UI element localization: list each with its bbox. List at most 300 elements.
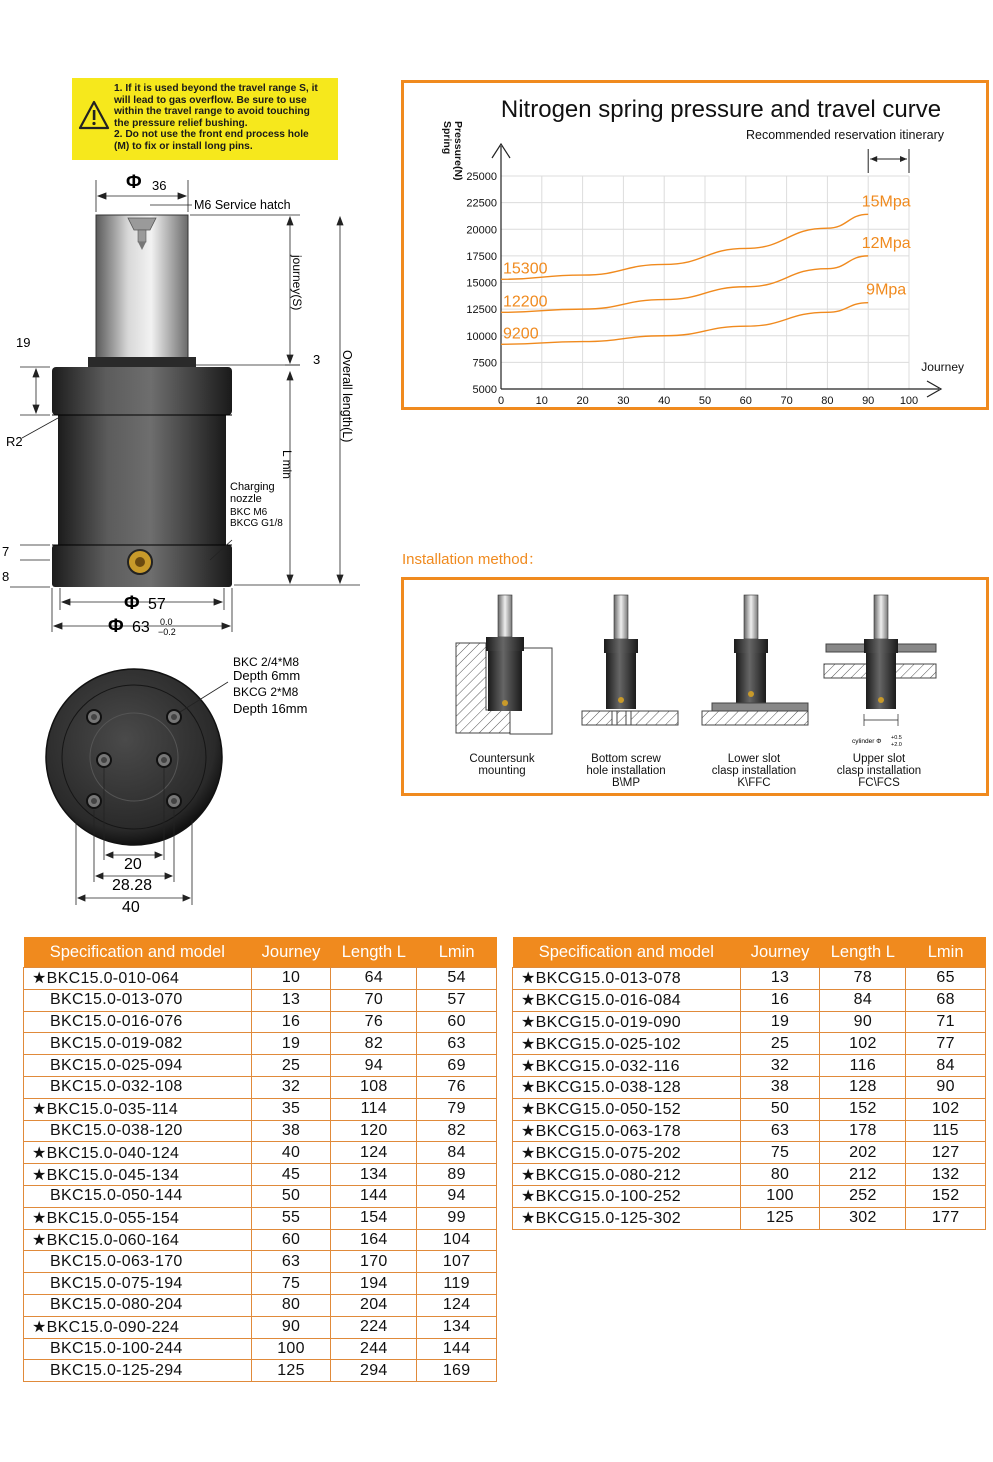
journey-cell: 125 xyxy=(740,1207,820,1229)
model-name: BKC15.0-050-144 xyxy=(50,1187,183,1205)
model-cell xyxy=(513,1098,741,1120)
length-cell: 224 xyxy=(331,1316,417,1338)
recommended-star-icon: ★ xyxy=(521,1101,536,1119)
model-name: BKCG15.0-080-212 xyxy=(535,1166,681,1184)
lmin-cell: 99 xyxy=(417,1207,497,1229)
table-row xyxy=(513,1142,986,1164)
model-name: BKC15.0-055-154 xyxy=(46,1210,180,1228)
series-start-label: 12200 xyxy=(503,293,548,311)
header-journey: Journey xyxy=(740,937,820,968)
journey-cell: 35 xyxy=(251,1098,331,1120)
journey-cell: 32 xyxy=(251,1076,331,1098)
journey-cell: 63 xyxy=(740,1120,820,1142)
lmin-cell: 94 xyxy=(417,1185,497,1207)
length-cell: 90 xyxy=(820,1011,906,1033)
chart-svg xyxy=(404,83,986,407)
journey-cell: 90 xyxy=(251,1316,331,1338)
lmin-cell: 84 xyxy=(417,1142,497,1164)
model-name: BKCG15.0-075-202 xyxy=(535,1144,681,1162)
header-model: Specification and model xyxy=(513,937,741,968)
length-cell: 194 xyxy=(331,1273,417,1295)
warning-line: (M) to fix or install long pins. xyxy=(114,140,253,152)
journey-cell: 38 xyxy=(740,1076,820,1098)
recommended-star-icon: ★ xyxy=(521,1144,536,1162)
model-name: BKC15.0-038-120 xyxy=(50,1121,183,1139)
model-name: BKC15.0-090-224 xyxy=(46,1319,180,1337)
table-row xyxy=(24,1251,497,1273)
table-row xyxy=(24,1098,497,1120)
model-name: BKC15.0-060-164 xyxy=(46,1231,180,1249)
journey-cell: 16 xyxy=(740,989,820,1011)
model-cell xyxy=(24,1120,252,1142)
model-cell xyxy=(24,1251,252,1273)
bottom-view-face xyxy=(46,669,222,845)
y-axis-label: Spring xyxy=(441,121,453,155)
model-cell xyxy=(24,1207,252,1229)
bkcg-spec-table xyxy=(512,937,986,1230)
journey-cell: 75 xyxy=(251,1273,331,1295)
lmin-cell: 84 xyxy=(906,1055,986,1077)
dim-19-label: 19 xyxy=(16,335,31,350)
table-row xyxy=(24,1229,497,1251)
model-cell xyxy=(513,968,741,990)
model-cell xyxy=(513,1164,741,1186)
journey-cell: 50 xyxy=(251,1185,331,1207)
journey-cell: 100 xyxy=(251,1338,331,1360)
model-name: BKCG15.0-038-128 xyxy=(535,1079,681,1097)
model-name: BKC15.0-032-108 xyxy=(50,1078,183,1096)
bottom-screw-illustration xyxy=(582,595,678,725)
recommended-star-icon: ★ xyxy=(521,1210,536,1228)
length-cell: 82 xyxy=(331,1033,417,1055)
lmin-cell: 144 xyxy=(417,1338,497,1360)
journey-cell: 32 xyxy=(740,1055,820,1077)
length-cell: 178 xyxy=(820,1120,906,1142)
lmin-cell: 82 xyxy=(417,1120,497,1142)
model-name: BKCG15.0-025-102 xyxy=(535,1035,681,1053)
model-cell xyxy=(24,1229,252,1251)
install-method-label: Countersunk mounting xyxy=(469,753,535,777)
length-cell: 114 xyxy=(331,1098,417,1120)
journey-cell: 16 xyxy=(251,1011,331,1033)
dim-8-label: 8 xyxy=(2,569,10,584)
length-cell: 144 xyxy=(331,1185,417,1207)
journey-cell: 19 xyxy=(251,1033,331,1055)
header-lmin: Lmin xyxy=(417,937,497,968)
flange-tolerance-upper: 0.0 xyxy=(160,617,173,627)
table-row xyxy=(24,1273,497,1295)
lmin-cell: 119 xyxy=(417,1273,497,1295)
table-row xyxy=(513,1098,986,1120)
y-tick-label: 15000 xyxy=(466,277,497,290)
recommended-star-icon: ★ xyxy=(521,1057,536,1075)
y-tick-label: 25000 xyxy=(466,171,497,183)
length-cell: 154 xyxy=(331,1207,417,1229)
model-cell xyxy=(513,1185,741,1207)
table-row xyxy=(513,989,986,1011)
reservation-arrow xyxy=(870,156,877,162)
phi-symbol: Φ xyxy=(124,593,140,614)
model-cell xyxy=(24,1033,252,1055)
phi-symbol: Φ xyxy=(126,172,142,193)
table-row xyxy=(513,1120,986,1142)
lmin-cell: 68 xyxy=(906,989,986,1011)
lmin-cell: 79 xyxy=(417,1098,497,1120)
y-tick-label: 17500 xyxy=(466,250,497,263)
length-cell: 294 xyxy=(331,1360,417,1382)
series-start-label: 15300 xyxy=(503,260,548,278)
model-name: BKC15.0-100-244 xyxy=(50,1339,183,1357)
upper-slot-illustration xyxy=(824,595,936,748)
warning-line: the pressure relief bushing. xyxy=(114,117,248,129)
model-name: BKC15.0-045-134 xyxy=(46,1166,180,1184)
table-row xyxy=(24,1076,497,1098)
length-cell: 94 xyxy=(331,1055,417,1077)
recommended-star-icon: ★ xyxy=(521,1188,536,1206)
recommended-star-icon: ★ xyxy=(521,1079,536,1097)
table-row xyxy=(24,1033,497,1055)
lmin-cell: 107 xyxy=(417,1251,497,1273)
table-row xyxy=(24,1120,497,1142)
y-tick-label: 10000 xyxy=(466,330,497,343)
length-cell: 204 xyxy=(331,1294,417,1316)
recommended-star-icon: ★ xyxy=(32,1166,47,1184)
recommended-star-icon: ★ xyxy=(32,970,47,988)
model-name: BKC15.0-075-194 xyxy=(50,1274,183,1292)
cylinder-tolerance-lower: +2.0 xyxy=(891,742,902,748)
recommended-star-icon: ★ xyxy=(521,1166,536,1184)
y-tick-label: 20000 xyxy=(466,224,497,237)
series-name-label: 9Mpa xyxy=(866,281,907,299)
lmin-cell: 152 xyxy=(906,1185,986,1207)
bkc-spec-table xyxy=(23,937,497,1382)
length-cell: 76 xyxy=(331,1011,417,1033)
recommended-star-icon: ★ xyxy=(521,992,536,1010)
lmin-cell: 132 xyxy=(906,1164,986,1186)
depth-16-label: Depth 16mm xyxy=(233,701,308,716)
length-cell: 78 xyxy=(820,968,906,990)
journey-cell: 40 xyxy=(251,1142,331,1164)
recommended-star-icon: ★ xyxy=(32,1210,47,1228)
lmin-cell: 115 xyxy=(906,1120,986,1142)
phi-symbol: Φ xyxy=(108,616,124,637)
install-method-label: Bottom screw hole installation B\MP xyxy=(586,753,666,789)
model-name: BKCG15.0-016-084 xyxy=(535,992,681,1010)
lmin-cell: 71 xyxy=(906,1011,986,1033)
lmin-cell: 76 xyxy=(417,1076,497,1098)
length-cell: 152 xyxy=(820,1098,906,1120)
installation-methods xyxy=(401,577,989,796)
x-tick-label: 90 xyxy=(862,395,875,407)
length-cell: 124 xyxy=(331,1142,417,1164)
model-cell xyxy=(24,1294,252,1316)
model-name: BKC15.0-125-294 xyxy=(50,1361,183,1379)
lmin-cell: 124 xyxy=(417,1294,497,1316)
lmin-cell: 57 xyxy=(417,989,497,1011)
depth-6-label: Depth 6mm xyxy=(233,668,301,683)
length-cell: 84 xyxy=(820,989,906,1011)
model-cell xyxy=(24,1055,252,1077)
dim-7-label: 7 xyxy=(2,544,10,559)
model-name: BKCG15.0-019-090 xyxy=(535,1013,681,1031)
model-cell xyxy=(24,1273,252,1295)
y-tick-label: 5000 xyxy=(472,384,497,396)
journey-cell: 55 xyxy=(251,1207,331,1229)
bkcg-g18-label: BKCG G1/8 xyxy=(230,518,283,529)
recommended-star-icon: ★ xyxy=(32,1144,47,1162)
installation-title: Installation method： xyxy=(402,551,543,568)
model-name: BKCG15.0-100-252 xyxy=(535,1188,681,1206)
x-tick-label: 100 xyxy=(899,395,919,407)
length-cell: 170 xyxy=(331,1251,417,1273)
model-name: BKC15.0-040-124 xyxy=(46,1144,180,1162)
recommended-star-icon: ★ xyxy=(32,1101,47,1119)
lmin-cell: 127 xyxy=(906,1142,986,1164)
nozzle-label: nozzle xyxy=(230,493,262,505)
table-row xyxy=(24,1164,497,1186)
model-cell xyxy=(24,989,252,1011)
table-row xyxy=(24,1294,497,1316)
install-method-label: Lower slot clasp installation K\FFC xyxy=(711,753,797,789)
y-tick-label: 7500 xyxy=(472,357,497,370)
model-cell xyxy=(24,1360,252,1382)
lmin-cell: 77 xyxy=(906,1033,986,1055)
warning-line: 1. If it is used beyond the travel range S, it xyxy=(114,83,318,94)
lmin-cell: 102 xyxy=(906,1098,986,1120)
y-axis-label: Pressure(N) xyxy=(452,121,464,181)
dim-3-label: 3 xyxy=(313,352,321,367)
model-name: BKCG15.0-013-078 xyxy=(535,970,681,988)
table-row xyxy=(24,968,497,990)
lmin-cell: 60 xyxy=(417,1011,497,1033)
series-name-label: 15Mpa xyxy=(861,193,911,211)
table-row xyxy=(513,1076,986,1098)
x-tick-label: 30 xyxy=(617,395,630,407)
journey-cell: 13 xyxy=(251,989,331,1011)
length-cell: 134 xyxy=(331,1164,417,1186)
model-name: BKC15.0-016-076 xyxy=(50,1012,183,1030)
journey-cell: 45 xyxy=(251,1164,331,1186)
table-row xyxy=(24,1316,497,1338)
model-name: BKCG15.0-050-152 xyxy=(535,1101,681,1119)
length-cell: 128 xyxy=(820,1076,906,1098)
length-cell: 70 xyxy=(331,989,417,1011)
table-row xyxy=(513,1207,986,1229)
journey-cell: 25 xyxy=(251,1055,331,1077)
recommended-star-icon: ★ xyxy=(521,970,536,988)
lmin-cell: 104 xyxy=(417,1229,497,1251)
model-cell xyxy=(24,1098,252,1120)
recommended-star-icon: ★ xyxy=(521,1013,536,1031)
pcd-28-label: 28.28 xyxy=(112,877,153,894)
lmin-cell: 63 xyxy=(417,1033,497,1055)
length-cell: 212 xyxy=(820,1164,906,1186)
journey-cell: 125 xyxy=(251,1360,331,1382)
length-cell: 120 xyxy=(331,1120,417,1142)
warning-line: within the travel range to avoid touching xyxy=(114,106,310,118)
series-name-label: 12Mpa xyxy=(861,234,911,252)
length-cell: 244 xyxy=(331,1338,417,1360)
model-name: BKC15.0-025-094 xyxy=(50,1056,183,1074)
flange-diameter-label: 63 xyxy=(132,619,150,636)
journey-cell: 75 xyxy=(740,1142,820,1164)
table-row xyxy=(513,1055,986,1077)
x-tick-label: 80 xyxy=(821,395,834,407)
model-cell xyxy=(513,1011,741,1033)
warning-note xyxy=(72,78,338,160)
lmin-cell: 134 xyxy=(417,1316,497,1338)
journey-cell: 100 xyxy=(740,1185,820,1207)
model-name: BKC15.0-019-082 xyxy=(50,1034,183,1052)
model-name: BKC15.0-063-170 xyxy=(50,1252,183,1270)
reservation-annotation: Recommended reservation itinerary xyxy=(745,128,944,142)
warning-triangle-icon xyxy=(78,100,110,130)
x-tick-label: 10 xyxy=(535,395,548,407)
lmin-dim-label: L min xyxy=(280,450,294,479)
table-row xyxy=(513,968,986,990)
length-cell: 102 xyxy=(820,1033,906,1055)
length-cell: 202 xyxy=(820,1142,906,1164)
y-tick-label: 12500 xyxy=(466,304,497,317)
table-row xyxy=(513,1033,986,1055)
lmin-cell: 177 xyxy=(906,1207,986,1229)
model-cell xyxy=(24,1338,252,1360)
cylinder-body xyxy=(52,367,232,415)
model-cell xyxy=(24,1316,252,1338)
bkc-m6-label: BKC M6 xyxy=(230,507,268,518)
model-name: BKCG15.0-125-302 xyxy=(535,1210,681,1228)
series-start-label: 9200 xyxy=(503,325,539,343)
model-cell xyxy=(24,1185,252,1207)
reservation-arrow xyxy=(900,156,907,162)
pressure-travel-chart xyxy=(401,80,989,410)
flange-tolerance-lower: −0.2 xyxy=(158,627,176,637)
journey-cell: 10 xyxy=(251,968,331,990)
lmin-cell: 90 xyxy=(906,1076,986,1098)
service-hatch-label: M6 Service hatch xyxy=(194,198,291,212)
lmin-cell: 89 xyxy=(417,1164,497,1186)
model-name: BKCG15.0-063-178 xyxy=(535,1122,681,1140)
header-length: Length L xyxy=(331,937,417,968)
rod-diameter-label: 36 xyxy=(152,178,167,193)
spring-technical-drawing xyxy=(0,160,400,920)
header-lmin: Lmin xyxy=(906,937,986,968)
warning-line: 2. Do not use the front end process hole xyxy=(114,129,309,141)
x-tick-label: 20 xyxy=(576,395,589,407)
journey-cell: 13 xyxy=(740,968,820,990)
length-cell: 116 xyxy=(820,1055,906,1077)
table-row xyxy=(24,1185,497,1207)
journey-dim-label: journey(S) xyxy=(290,255,304,311)
x-tick-label: 60 xyxy=(739,395,752,407)
header-length: Length L xyxy=(820,937,906,968)
x-axis-label: Journey xyxy=(921,360,964,374)
model-cell xyxy=(24,968,252,990)
lmin-cell: 69 xyxy=(417,1055,497,1077)
x-tick-label: 70 xyxy=(780,395,793,407)
countersunk-illustration xyxy=(456,595,552,734)
model-cell xyxy=(513,1142,741,1164)
model-cell xyxy=(513,989,741,1011)
model-cell xyxy=(513,1055,741,1077)
length-cell: 302 xyxy=(820,1207,906,1229)
body-diameter-label: 57 xyxy=(148,596,166,613)
table-row xyxy=(24,1338,497,1360)
header-journey: Journey xyxy=(251,937,331,968)
table-row xyxy=(24,1142,497,1164)
install-method-label: Upper slot clasp installation FC\FCS xyxy=(836,753,922,789)
journey-cell: 25 xyxy=(740,1033,820,1055)
recommended-star-icon: ★ xyxy=(32,1231,47,1249)
model-name: BKC15.0-010-064 xyxy=(46,970,180,988)
lmin-cell: 65 xyxy=(906,968,986,990)
table-row xyxy=(24,1055,497,1077)
table-row xyxy=(24,1360,497,1382)
lower-slot-illustration xyxy=(702,595,808,725)
recommended-star-icon: ★ xyxy=(521,1035,536,1053)
chart-title: Nitrogen spring pressure and travel curve xyxy=(500,96,942,123)
cylinder-note: cylinder Φ xyxy=(852,738,882,745)
model-cell xyxy=(24,1164,252,1186)
journey-cell: 50 xyxy=(740,1098,820,1120)
journey-cell: 38 xyxy=(251,1120,331,1142)
lmin-cell: 169 xyxy=(417,1360,497,1382)
length-cell: 252 xyxy=(820,1185,906,1207)
holes-bkc-label: BKC 2/4*M8 xyxy=(233,655,300,669)
length-cell: 164 xyxy=(331,1229,417,1251)
journey-cell: 80 xyxy=(251,1294,331,1316)
table-row xyxy=(24,989,497,1011)
model-name: BKC15.0-080-204 xyxy=(50,1296,183,1314)
journey-cell: 60 xyxy=(251,1229,331,1251)
holes-bkcg-label: BKCG 2*M8 xyxy=(233,685,299,699)
series-line-12Mpa xyxy=(501,256,868,312)
recommended-star-icon: ★ xyxy=(32,1319,47,1337)
journey-cell: 19 xyxy=(740,1011,820,1033)
model-cell xyxy=(513,1076,741,1098)
length-cell: 64 xyxy=(331,968,417,990)
table-row xyxy=(513,1011,986,1033)
model-cell xyxy=(24,1142,252,1164)
model-name: BKCG15.0-032-116 xyxy=(535,1057,680,1075)
model-cell xyxy=(513,1033,741,1055)
model-cell xyxy=(24,1011,252,1033)
journey-cell: 80 xyxy=(740,1164,820,1186)
pcd-20-label: 20 xyxy=(124,856,142,873)
cylinder-tolerance-upper: +0.5 xyxy=(891,735,902,741)
x-tick-label: 0 xyxy=(497,395,505,407)
recommended-star-icon: ★ xyxy=(521,1122,536,1140)
length-cell: 108 xyxy=(331,1076,417,1098)
table-row xyxy=(513,1164,986,1186)
table-row xyxy=(24,1011,497,1033)
table-row xyxy=(513,1185,986,1207)
warning-line: will lead to gas overflow. Be sure to use xyxy=(114,94,307,106)
header-model: Specification and model xyxy=(24,937,252,968)
model-cell xyxy=(513,1207,741,1229)
y-tick-label: 22500 xyxy=(466,197,497,210)
x-tick-label: 50 xyxy=(698,395,712,407)
journey-cell: 63 xyxy=(251,1251,331,1273)
lmin-cell: 54 xyxy=(417,968,497,990)
charging-label: Charging xyxy=(230,481,275,493)
model-cell xyxy=(24,1076,252,1098)
dim-r2-label: R2 xyxy=(6,434,23,449)
pcd-40-label: 40 xyxy=(122,899,140,916)
model-name: BKC15.0-013-070 xyxy=(50,991,183,1009)
model-name: BKC15.0-035-114 xyxy=(46,1101,179,1119)
model-cell xyxy=(513,1120,741,1142)
